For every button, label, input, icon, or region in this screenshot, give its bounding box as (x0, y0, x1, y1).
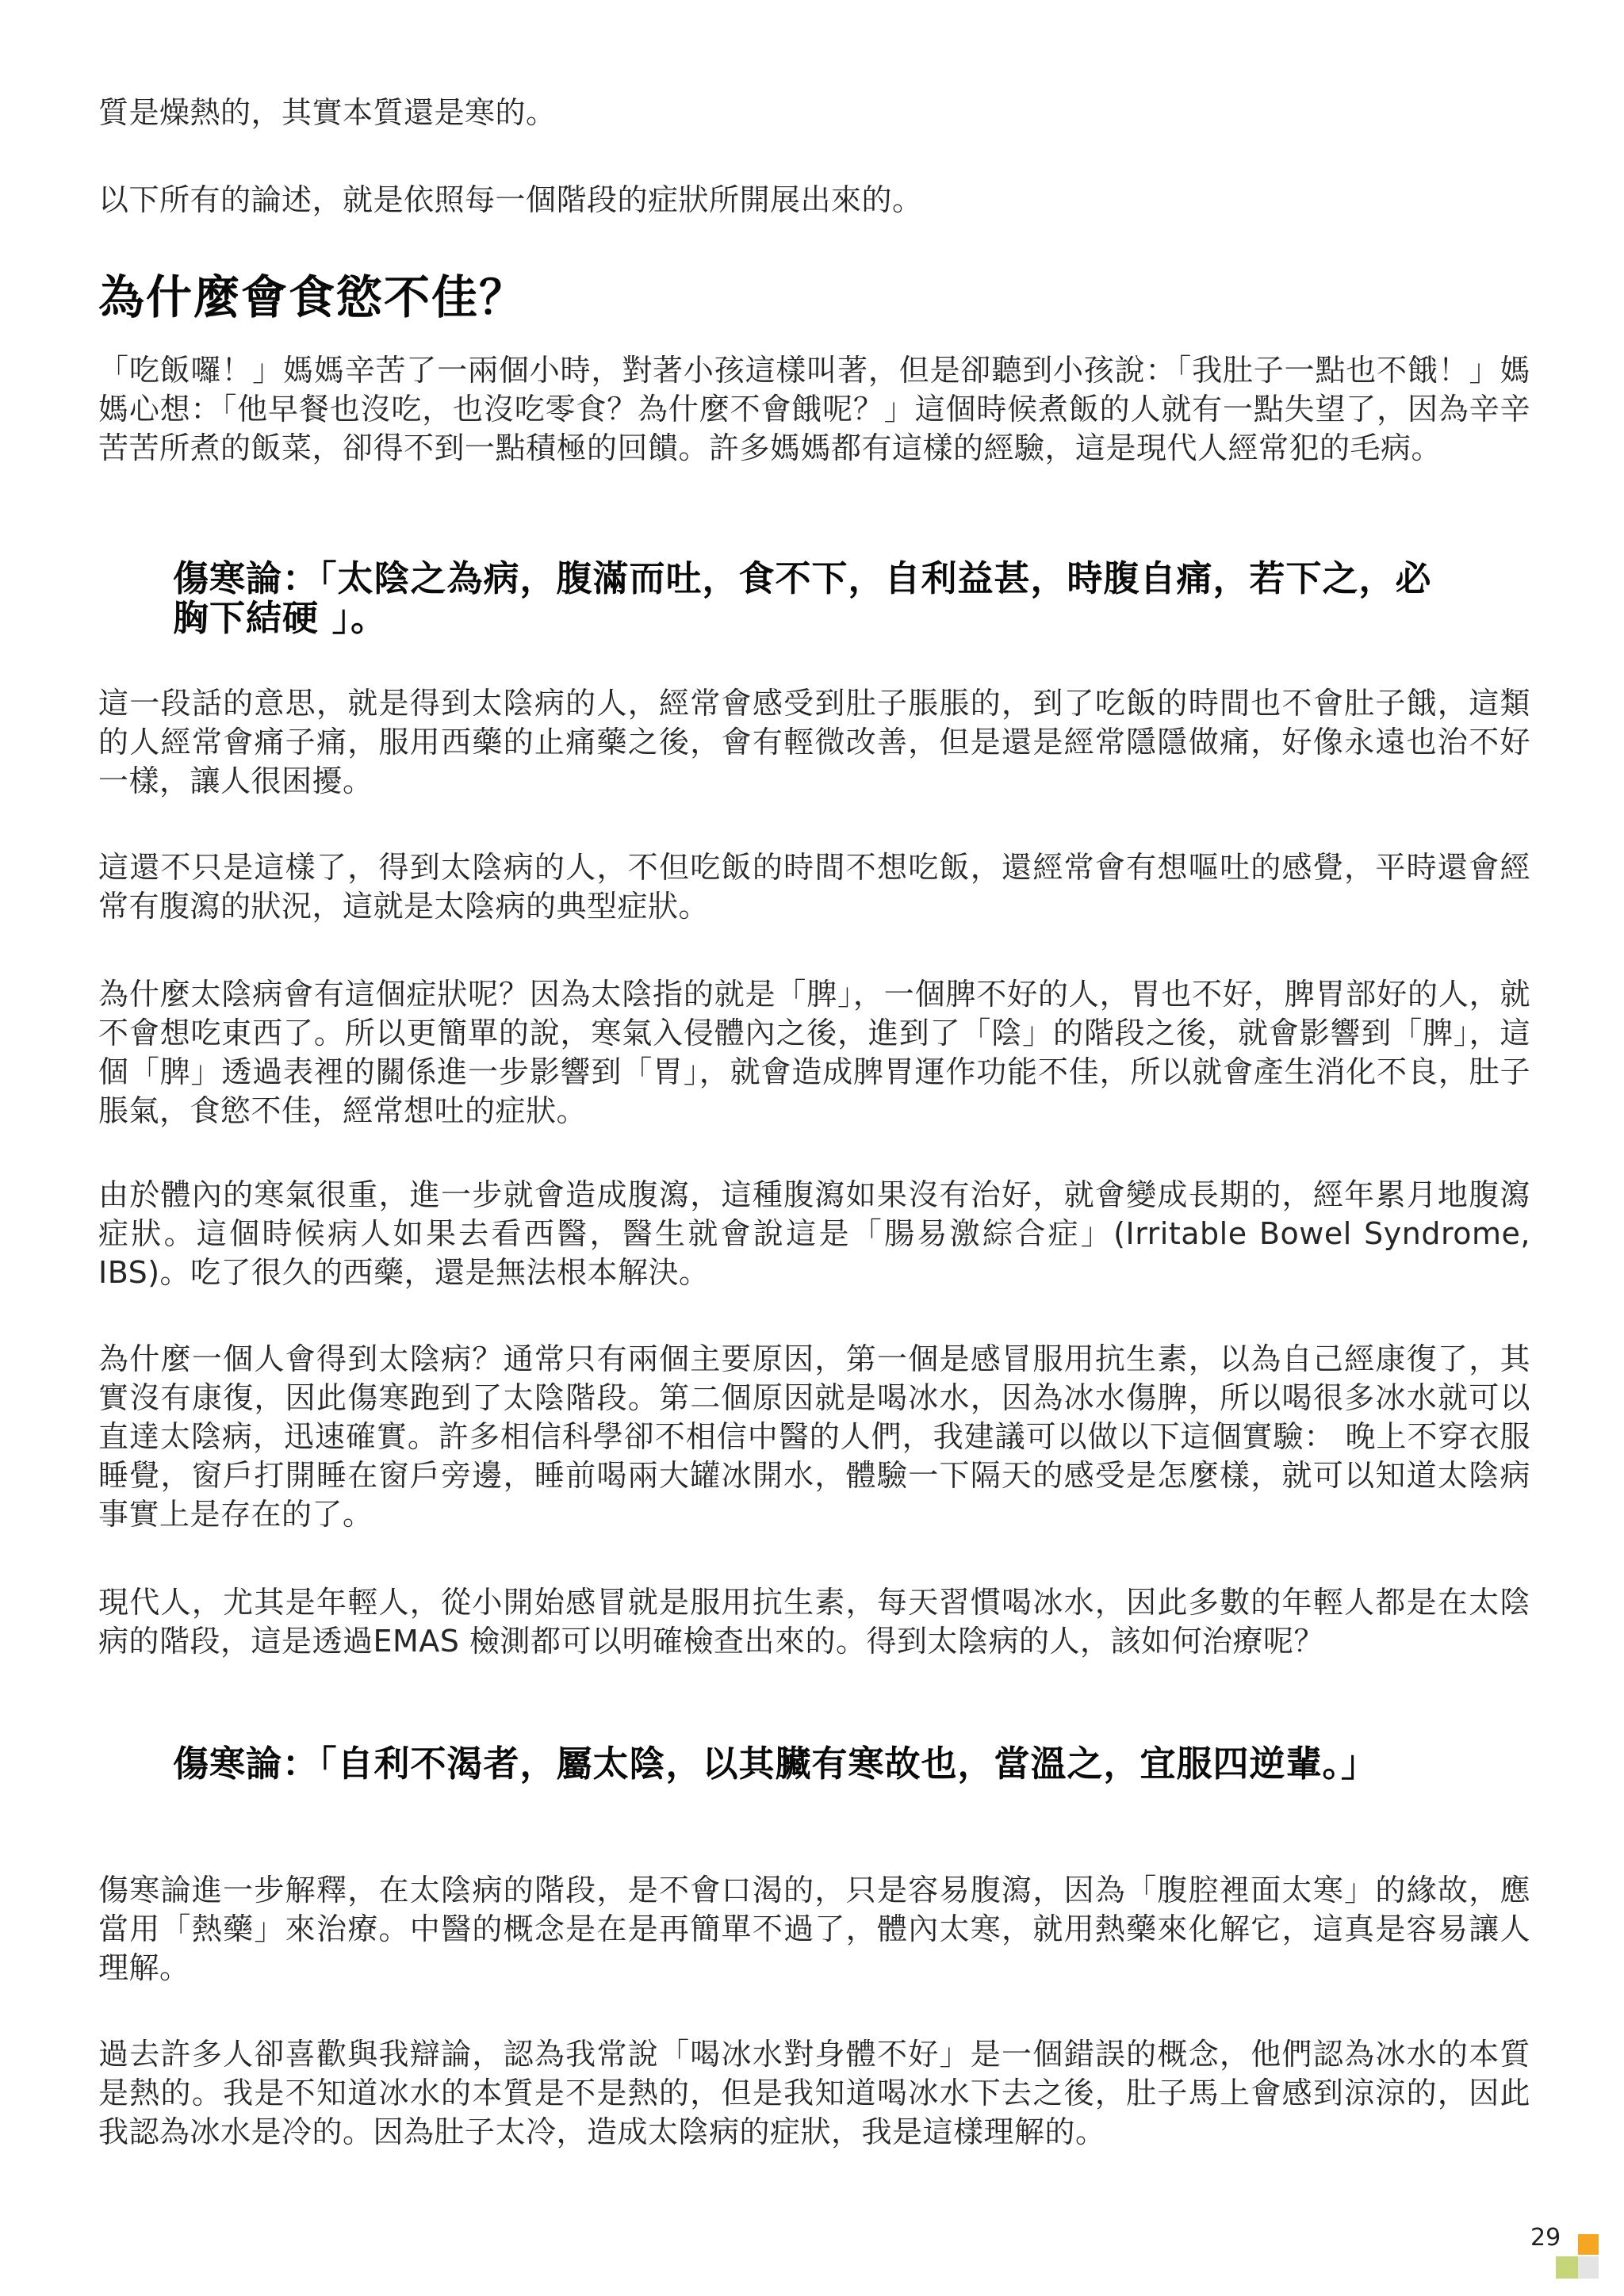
paragraph-treatment: 傷寒論進一步解釋，在太陰病的階段，是不會口渴的，只是容易腹瀉，因為「腹腔裡面太寒」的緣故，應當用「熱藥」來治療。中醫的概念是在是再簡單不過了，體內太寒，就用熱藥來化解它，這真是容易讓人理解。 (98, 1873, 1530, 1985)
paragraph-young-people: 現代人，尤其是年輕人，從小開始感冒就是服用抗生素，每天習慣喝冰水，因此多數的年輕人都是在太陰病的階段，這是透過EMAS 檢測都可以明確檢查出來的。得到太陰病的人，該如何治療呢？ (98, 1585, 1530, 1659)
paragraph-meaning: 這一段話的意思，就是得到太陰病的人，經常會感受到肚子脹脹的，到了吃飯的時間也不會肚子餓，這類的人經常會痛子痛，服用西藥的止痛藥之後，會有輕微改善，但是還是經常隱隱做痛，好像永遠也治不好一樣，讓人很困擾。 (98, 686, 1530, 798)
paragraph-intro-1: 質是燥熱的，其實本質還是寒的。 (98, 95, 557, 130)
page-number: 29 (1530, 2224, 1561, 2252)
section-heading: 為什麼會食慾不佳？ (98, 270, 527, 324)
paragraph-causes: 為什麼一個人會得到太陰病？通常只有兩個主要原因，第一個是感冒服用抗生素，以為自己經康復了，其實沒有康復，因此傷寒跑到了太陰階段。第二個原因就是喝冰水，因為冰水傷脾，所以喝很多冰水就可以直達太陰病，迅速確實。許多相信科學卻不相信中醫的人們，我建議可以做以下這個實驗： 晚上不穿衣服睡覺，窗戶打開睡在窗戶旁邊，睡前喝兩大罐冰開水，體驗一下隔天的感受是怎麼樣，就可以知道太陰病事實上是存在的了。 (98, 1341, 1530, 1532)
corner-decoration-orange (1578, 2234, 1599, 2255)
paragraph-ice-water: 過去許多人卻喜歡與我辯論，認為我常說「喝冰水對身體不好」是一個錯誤的概念，他們認為冰水的本質是熱的。我是不知道冰水的本質是不是熱的，但是我知道喝冰水下去之後，肚子馬上會感到涼涼的，因此我認為冰水是冷的。因為肚子太冷，造成太陰病的症狀，我是這樣理解的。 (98, 2037, 1530, 2149)
quote-shanghan-2: 傷寒論：「自利不渴者，屬太陰，以其臟有寒故也，當溫之，宜服四逆輩。」 (173, 1743, 1378, 1785)
corner-decoration-green (1556, 2256, 1578, 2279)
paragraph-symptoms: 這還不只是這樣了，得到太陰病的人，不但吃飯的時間不想吃飯，還經常會有想嘔吐的感覺，平時還會經常有腹瀉的狀況，這就是太陰病的典型症狀。 (98, 850, 1530, 924)
paragraph-dinner-story: 「吃飯囉！」媽媽辛苦了一兩個小時，對著小孩這樣叫著，但是卻聽到小孩說：「我肚子一點也不餓！」媽媽心想：「他早餐也沒吃，也沒吃零食？為什麼不會餓呢？」這個時候煮飯的人就有一點失望了，因為辛辛苦苦所煮的飯菜，卻得不到一點積極的回饋。許多媽媽都有這樣的經驗，這是現代人經常犯的毛病。 (98, 353, 1530, 465)
paragraph-intro-2: 以下所有的論述，就是依照每一個階段的症狀所開展出來的。 (98, 182, 923, 217)
quote-shanghan-1: 傷寒論：「太陰之為病，腹滿而吐，食不下，自利益甚，時腹自痛，若下之，必胸下結硬 」。 (173, 557, 1432, 639)
paragraph-spleen: 為什麼太陰病會有這個症狀呢？因為太陰指的就是「脾」，一個脾不好的人，胃也不好，脾胃部好的人，就不會想吃東西了。所以更簡單的說，寒氣入侵體內之後，進到了「陰」的階段之後，就會影響到「脾」，這個「脾」透過表裡的關係進一步影響到「胃」，就會造成脾胃運作功能不佳，所以就會產生消化不良，肚子脹氣，食慾不佳，經常想吐的症狀。 (98, 977, 1530, 1128)
paragraph-diarrhea-ibs: 由於體內的寒氣很重，進一步就會造成腹瀉，這種腹瀉如果沒有治好，就會變成長期的，經年累月地腹瀉症狀。這個時候病人如果去看西醫，醫生就會說這是「腸易激綜合症」(Irritable Bowel Syndrome, IBS)。吃了很久的西藥，還是無法根本解決。 (98, 1177, 1530, 1290)
corner-decoration-gray (1578, 2256, 1599, 2279)
